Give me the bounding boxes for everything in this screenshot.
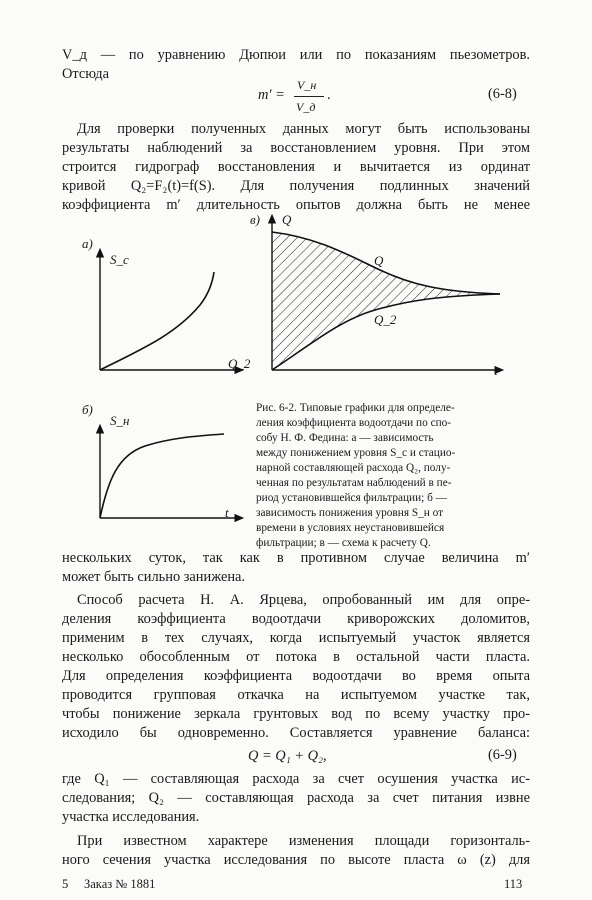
print-order: Заказ № 1881 [84, 877, 156, 891]
fraction-denominator: V_д [296, 100, 316, 114]
text-line: может быть сильно занижена. [62, 569, 246, 585]
text-line: коэффициента m′ длительность опытов должна быть не менее [62, 197, 530, 213]
caption-line: фильтрации; в — схема к расчету Q. [256, 537, 431, 549]
curve-q2-label: Q_2 [374, 312, 397, 327]
caption-line: времени в условиях неустановившейся [256, 522, 445, 534]
signature-mark: 5 [62, 877, 69, 891]
equation-tail: . [327, 87, 331, 103]
text-line: Для проверки полученных данных могут быть использованы [77, 121, 530, 137]
text-line: ного сечения участка исследования по высоте пласта ω (z) для [62, 852, 530, 868]
equation-number: (6-9) [488, 747, 517, 763]
panel-v-plot [272, 218, 500, 370]
panel-a-label: а) [82, 236, 93, 251]
panel-v-y-label: Q [282, 212, 292, 227]
hatched-area [272, 232, 500, 370]
panel-v-x-label: t [494, 363, 498, 378]
panel-a-plot [100, 252, 240, 370]
caption-line: собу Н. Ф. Федина: а — зависимость [256, 432, 434, 444]
text-line: V_д — по уравнению Дюпюи или по показаниям пьезометров. [62, 47, 530, 63]
text-line: нескольких суток, так как в противном случае величина m′ [62, 550, 530, 566]
caption-line: ченная по результатам наблюдений в пе- [256, 477, 452, 489]
panel-b-label: б) [82, 402, 93, 417]
text-line: кривой Q₂=F₂(t)=f(S). Для получения подлинных значений [62, 178, 530, 194]
panel-a-x-label: Q_2 [228, 356, 251, 371]
caption-line: Рис. 6-2. Типовые графики для определе- [256, 402, 455, 414]
text-line: При известном характере изменения площади горизонталь- [77, 833, 530, 849]
text-line: чтобы понижение зеркала грунтовых вод по всему участку про- [62, 706, 530, 722]
text-line: строится гидрограф восстановления и вычитается из ординат [62, 159, 530, 175]
text-line: Для определения коэффициента водоотдачи во время опыта [62, 668, 530, 684]
equation-body: Q = Q₁ + Q₂, [248, 748, 327, 764]
panel-b-plot [100, 428, 240, 518]
text-line: несколько обособленным от потока в остальной части пласта. [62, 649, 530, 665]
text-line: применим в тех случаях, когда испытуемый участок является [62, 630, 530, 646]
panel-a-curve [100, 272, 214, 370]
text-line: Отсюда [62, 66, 109, 82]
text-line: следования; Q₂ — составляющая расхода за счет питания извне [62, 790, 530, 806]
text-line: проводится групповая откачка на испытуемом участке так, [62, 687, 530, 703]
equation-number: (6-8) [488, 86, 517, 102]
panel-b-x-label: t [225, 505, 229, 520]
equation-lhs: m′ = [258, 87, 285, 103]
text-line: результаты наблюдений за восстановлением уровня. При этом [62, 140, 530, 156]
panel-b-curve [100, 434, 224, 518]
text-line: деления коэффициента водоотдачи криворожских доломитов, [62, 611, 530, 627]
caption-line: нарной составляющей расхода Q₂, полу- [256, 462, 451, 474]
text-line: где Q₁ — составляющая расхода за счет осушения участка ис- [62, 771, 530, 787]
text-line: исходило бы одновременно. Составляется уравнение баланса: [62, 725, 530, 741]
text-line: участка исследования. [62, 809, 200, 825]
caption-line: зависимость понижения уровня S_н от [256, 507, 444, 519]
curve-q-label: Q [374, 253, 384, 268]
page-number: 113 [504, 877, 523, 891]
panel-b-y-label: S_н [110, 413, 130, 428]
panel-a-y-label: S_c [110, 252, 129, 267]
caption-line: ления коэффициента водоотдачи по спо- [256, 417, 452, 429]
caption-line: риод установившейся фильтрации; б — [256, 492, 447, 504]
text-line: Способ расчета Н. А. Ярцева, опробованный им для опре- [77, 592, 530, 608]
caption-line: между понижением уровня S_c и стацио- [256, 447, 456, 459]
fraction-numerator: V_н [297, 78, 317, 92]
panel-v-label: в) [250, 212, 260, 227]
